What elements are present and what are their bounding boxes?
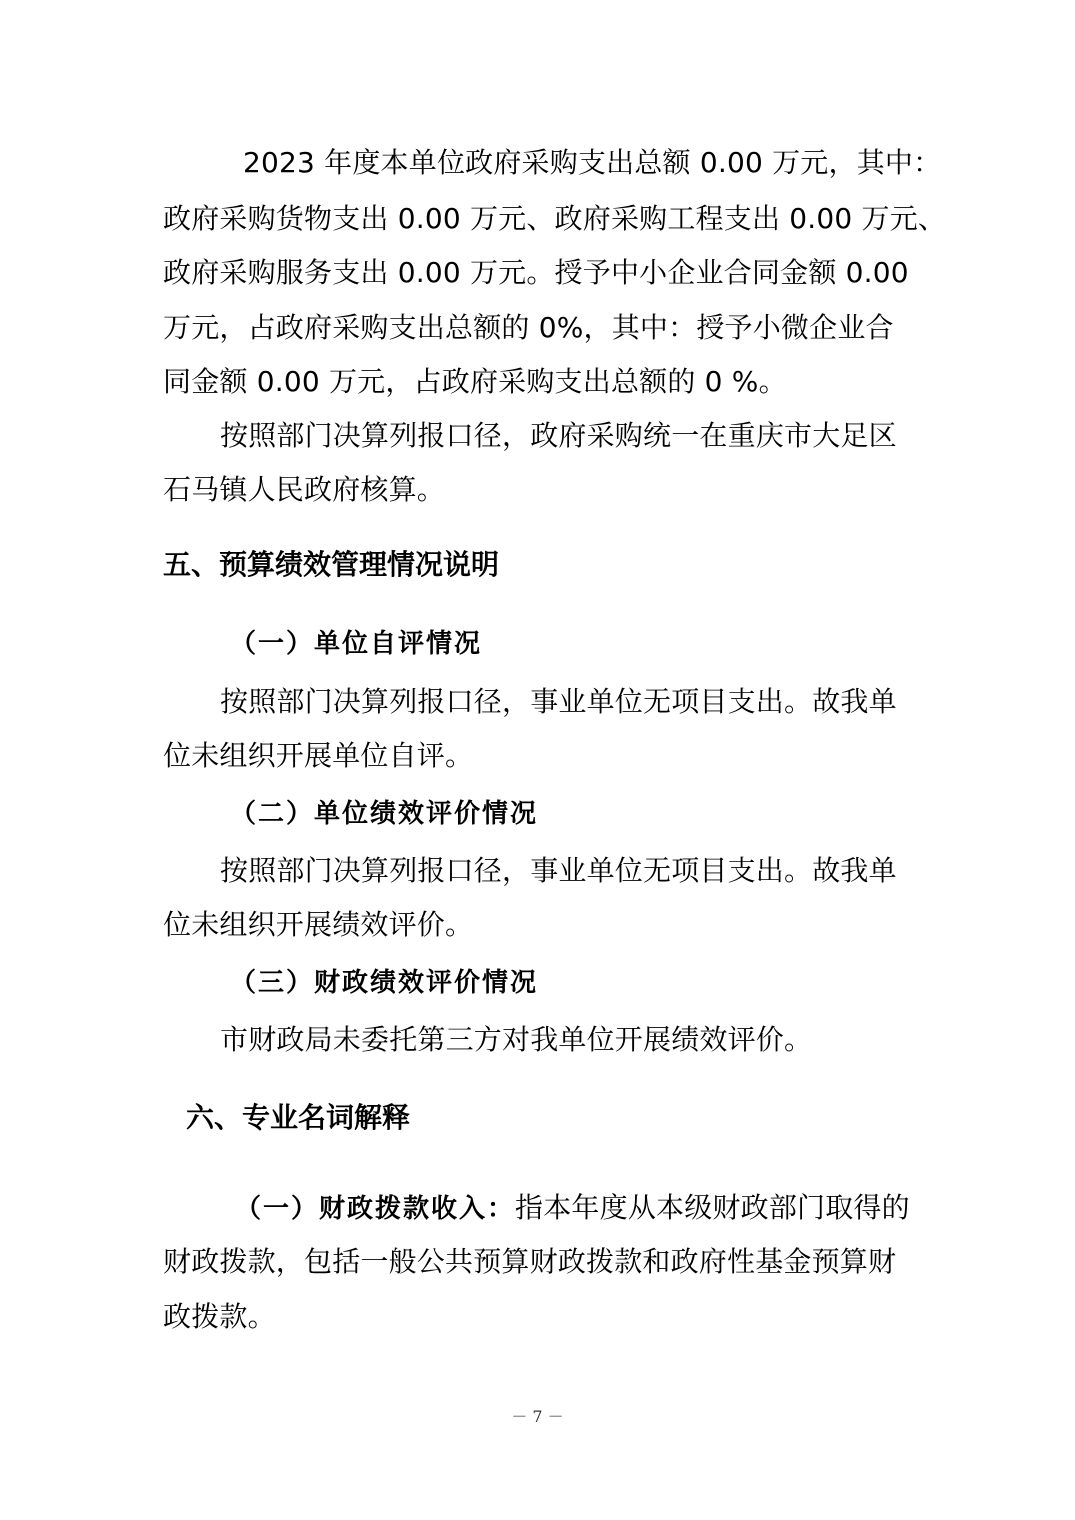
section-6-heading: 六、专业名词解释 bbox=[186, 1101, 411, 1134]
term-label: （一）财政拨款收入： bbox=[235, 1194, 516, 1224]
term-definition-text: 指本年度从本级财政部门取得的 bbox=[515, 1191, 910, 1224]
subsection-fiscal-performance-heading: （三）财政绩效评价情况 bbox=[230, 968, 539, 998]
term-definition-line-2: 财政拨款，包括一般公共预算财政拨款和政府性基金预算财 bbox=[163, 1245, 897, 1278]
fiscal-performance-line-1: 市财政局未委托第三方对我单位开展绩效评价。 bbox=[220, 1023, 813, 1056]
section-5-heading: 五、预算绩效管理情况说明 bbox=[163, 548, 500, 581]
procurement-paragraph-line-2: 政府采购货物支出 0.00 万元、政府采购工程支出 0.00 万元、 bbox=[163, 202, 947, 235]
term-definition-line-1 bbox=[235, 1188, 910, 1229]
unit-performance-line-1: 按照部门决算列报口径，事业单位无项目支出。故我单 bbox=[220, 854, 897, 887]
procurement-paragraph-line-1: 2023 年度本单位政府采购支出总额 0.00 万元，其中： bbox=[243, 146, 942, 179]
subsection-self-evaluation-heading: （一）单位自评情况 bbox=[230, 629, 483, 659]
subsection-unit-performance-heading: （二）单位绩效评价情况 bbox=[230, 799, 539, 829]
term-definition-line-3: 政拨款。 bbox=[163, 1300, 276, 1333]
procurement-paragraph-line-4: 万元，占政府采购支出总额的 0%，其中：授予小微企业合 bbox=[163, 311, 894, 344]
self-evaluation-line-1: 按照部门决算列报口径，事业单位无项目支出。故我单 bbox=[220, 685, 897, 718]
page-number: － 7 － bbox=[511, 1407, 564, 1426]
accounting-paragraph-line-2: 石马镇人民政府核算。 bbox=[163, 473, 446, 506]
self-evaluation-line-2: 位未组织开展单位自评。 bbox=[163, 739, 474, 772]
accounting-paragraph-line-1: 按照部门决算列报口径，政府采购统一在重庆市大足区 bbox=[220, 419, 897, 452]
procurement-paragraph-line-5: 同金额 0.00 万元，占政府采购支出总额的 0 %。 bbox=[163, 365, 787, 398]
procurement-paragraph-line-3: 政府采购服务支出 0.00 万元。授予中小企业合同金额 0.00 bbox=[163, 256, 909, 289]
unit-performance-line-2: 位未组织开展绩效评价。 bbox=[163, 908, 474, 941]
